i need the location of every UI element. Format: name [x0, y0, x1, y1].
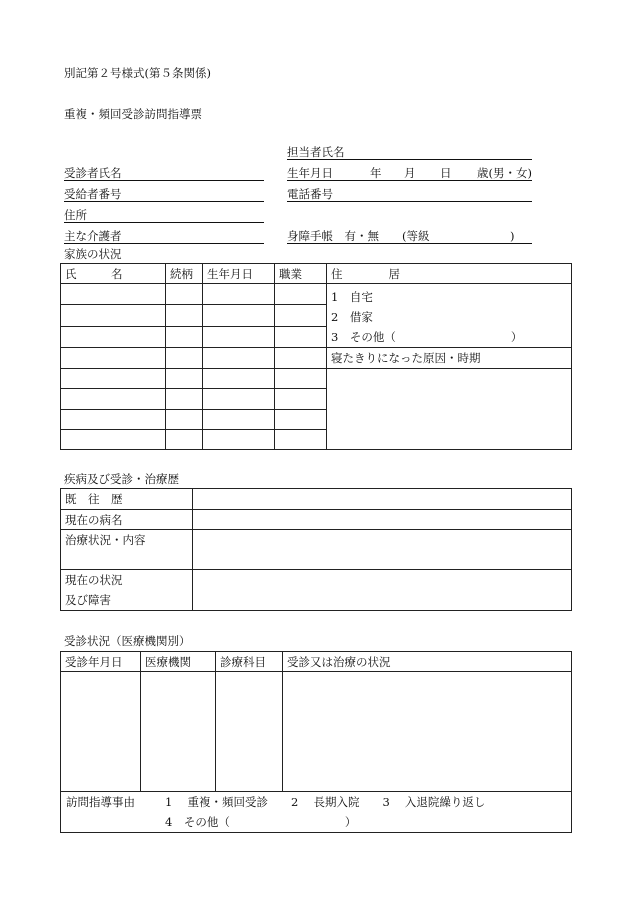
visit-reason-options-2: 4 その他（ ）	[165, 815, 357, 829]
family-row[interactable]	[61, 284, 572, 305]
history-section-title: 疾病及び受診・治療歴	[64, 472, 179, 486]
treatment-field[interactable]	[193, 530, 572, 570]
visit-reason-options-1: 1 重複・頻回受診 2 長期入院 3 入退院繰り返し	[165, 795, 486, 809]
residence-option-1: 1 自宅	[331, 290, 373, 304]
caregiver-line[interactable]	[64, 243, 264, 244]
family-row[interactable]	[61, 348, 572, 369]
current-disease-label: 現在の病名	[61, 510, 193, 530]
header-job: 職業	[275, 264, 327, 284]
residence-option-2: 2 借家	[331, 310, 373, 324]
staff-name-line[interactable]	[287, 159, 532, 160]
residence-options[interactable]	[327, 284, 572, 348]
family-section-title: 家族の状況	[64, 247, 122, 261]
current-disease-field[interactable]	[193, 510, 572, 530]
visit-reason-row[interactable]	[61, 792, 572, 833]
visit-reason-label: 訪問指導事由	[66, 795, 135, 809]
header-institution: 医療機関	[141, 652, 216, 672]
history-table	[60, 488, 572, 611]
institution-field[interactable]	[141, 672, 216, 792]
header-dob: 生年月日	[203, 264, 275, 284]
dob-line[interactable]	[287, 180, 532, 181]
header-visit-date: 受診年月日	[61, 652, 141, 672]
family-row[interactable]	[61, 369, 572, 389]
disability-line[interactable]	[287, 243, 532, 244]
header-residence: 住 居	[327, 264, 572, 284]
visits-section-title: 受診状況（医療機関別）	[64, 634, 191, 648]
visits-header-row	[61, 652, 572, 672]
current-status-field[interactable]	[193, 570, 572, 611]
past-history-field[interactable]	[193, 489, 572, 510]
address-line[interactable]	[64, 222, 264, 223]
dob-day: 日	[440, 166, 452, 180]
visits-table	[60, 651, 572, 833]
current-status-label	[61, 570, 193, 611]
disability-label: 身障手帳 有・無 (等級 )	[287, 229, 515, 243]
form-number: 別記第２号様式(第５条関係)	[64, 66, 211, 80]
residence-option-3: 3 その他（ ）	[331, 330, 523, 344]
header-relation: 続柄	[166, 264, 203, 284]
bedridden-cause-field[interactable]	[327, 369, 572, 450]
past-history-label: 既 往 歴	[61, 489, 193, 510]
patient-name-line[interactable]	[64, 180, 264, 181]
visit-date-field[interactable]	[61, 672, 141, 792]
department-field[interactable]	[216, 672, 283, 792]
address-label: 住所	[64, 208, 87, 222]
visit-reason-cell[interactable]	[61, 792, 572, 833]
bedridden-cause-label: 寝たきりになった原因・時期	[327, 348, 572, 369]
recipient-number-line[interactable]	[64, 201, 264, 202]
visits-entry-row[interactable]	[61, 672, 572, 792]
dob-month: 月	[404, 166, 416, 180]
treatment-label: 治療状況・内容	[61, 530, 193, 570]
current-status-line1: 現在の状況	[65, 573, 123, 587]
caregiver-label: 主な介護者	[64, 229, 122, 243]
form-title: 重複・頻回受診訪問指導票	[64, 107, 202, 121]
family-header-row	[61, 264, 572, 284]
phone-label: 電話番号	[287, 187, 333, 201]
header-visit-status: 受診又は治療の状況	[283, 652, 572, 672]
age-sex-label: 歳(男・女)	[477, 166, 532, 180]
family-table	[60, 263, 572, 450]
visit-status-field[interactable]	[283, 672, 572, 792]
dob-year: 年	[370, 166, 382, 180]
phone-line[interactable]	[287, 201, 532, 202]
patient-name-label: 受診者氏名	[64, 166, 122, 180]
recipient-number-label: 受給者番号	[64, 187, 122, 201]
header-name: 氏 名	[61, 264, 166, 284]
current-status-line2: 及び障害	[65, 593, 111, 607]
header-department: 診療科目	[216, 652, 283, 672]
staff-name-label: 担当者氏名	[287, 145, 345, 159]
dob-label: 生年月日	[287, 166, 333, 180]
